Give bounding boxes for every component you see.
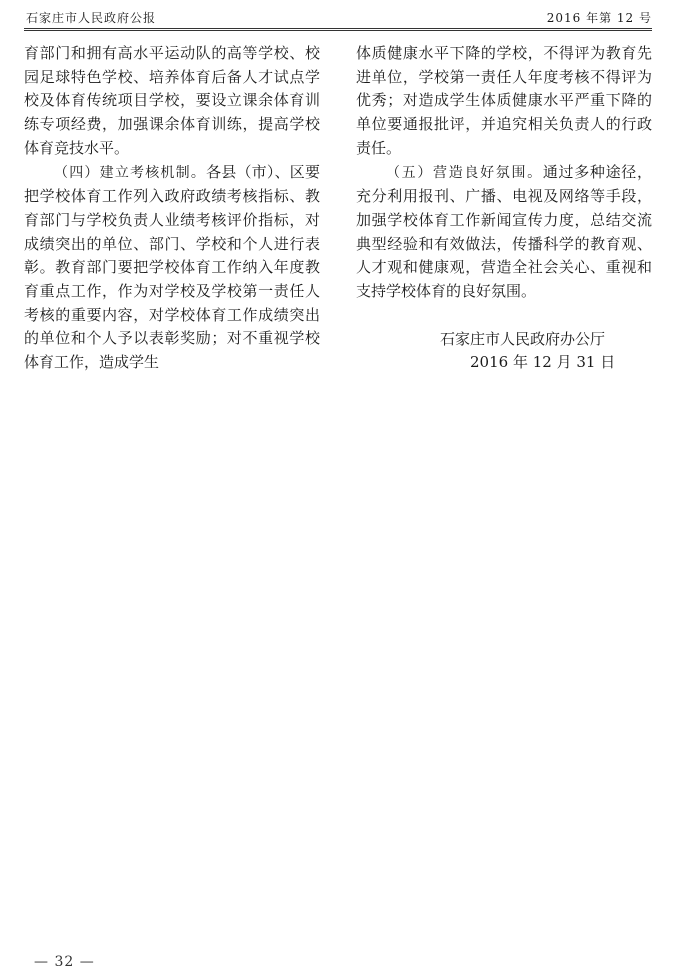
section-4-title: （四）建立考核机制。 [54,164,207,181]
continued-paragraph-right: 体质健康水平下降的学校，不得评为教育先进单位，学校第一责任人年度考核不得评为优秀；对造成学生体质健康水平严重下降的单位要通报批评，并追究相关负责人的行政责任。 [356,44,652,157]
section-4-paragraph [24,161,320,375]
issue-date: 2016 年 12 月 31 日 [470,352,616,371]
signature-block [356,328,652,374]
section-5-paragraph [356,161,652,304]
right-column [356,42,652,374]
issue-number: 2016 年第 12 号 [546,11,652,25]
page-header [24,6,652,28]
section-5-body: 通过多种途径，充分利用报刊、广播、电视及网络等手段，加强学校体育工作新闻宣传力度，总结交流典型经验和有效做法，传播科学的教育观、人才观和健康观，营造全社会关心、重视和支持学校体育的良好氛围。 [356,162,652,301]
header-rule-thick [24,28,652,29]
publication-title: 石家庄市人民政府公报 [26,11,157,25]
header-rule-thin [24,30,652,31]
section-5-title: （五）营造良好氛围。 [386,164,543,181]
page-number: — 32 — [34,954,95,970]
section-4-body: 各县（市）、区要把学校体育工作列入政府政绩考核指标、教育部门与学校负责人业绩考核评价指标，对成绩突出的单位、部门、学校和个人进行表彰。教育部门要把学校体育工作纳入年度教育重点工作，作为对学校及学校第一责任人考核的重要内容，对学校体育工作成绩突出的单位和个人予以表彰奖励；对不重视学校体育工作，造成学生 [24,162,320,372]
issuing-office: 石家庄市人民政府办公厅 [440,329,606,348]
continued-paragraph: 育部门和拥有高水平运动队的高等学校、校园足球特色学校、培养体育后备人才试点学校及体育传统项目学校，要设立课余体育训练专项经费，加强课余体育训练，提高学校体育竞技水平。 [24,44,320,157]
left-column [24,42,320,375]
